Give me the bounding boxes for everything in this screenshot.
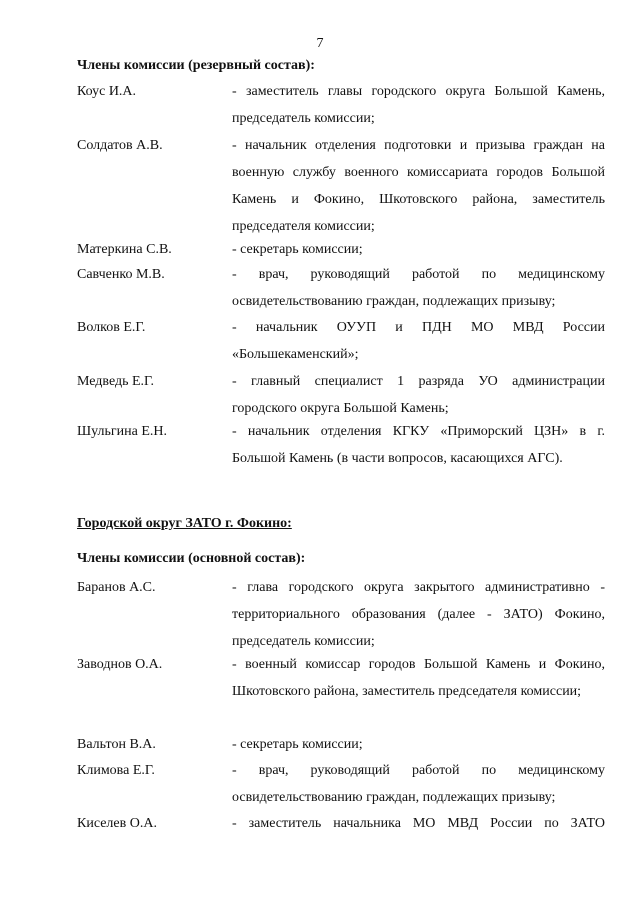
member-name: Вальтон В.А. [77,737,156,752]
member-role: - врач, руководящий работой по медицинскому освидетельствованию граждан, подлежащих призыву; [232,267,605,309]
member-role: - глава городского округа закрытого административно - территориального образования (далее - ЗАТО) Фокино, председатель комиссии; [232,580,605,649]
member-name: Баранов А.С. [77,580,156,595]
member-role: - начальник отделения КГКУ «Приморский ЦЗН» в г. Большой Камень (в части вопросов, касающихся АГС). [232,424,605,466]
section-title-fokino: Городской округ ЗАТО г. Фокино: [77,516,292,531]
member-role: - главный специалист 1 разряда УО администрации городского округа Большой Камень; [232,374,605,416]
member-role: - врач, руководящий работой по медицинскому освидетельствованию граждан, подлежащих призыву; [232,763,605,805]
member-name: Заводнов О.А. [77,657,163,672]
member-name: Солдатов А.В. [77,138,163,153]
main-members-heading: Члены комиссии (основной состав): [77,551,306,566]
member-name: Волков Е.Г. [77,320,146,335]
member-name: Климова Е.Г. [77,763,155,778]
member-role: - начальник отделения подготовки и призыва граждан на военную службу военного комиссариата городов Большой Камень и Фокино, Шкотовского района, заместитель председателя комиссии; [232,138,605,234]
page-number: 7 [316,36,324,51]
member-name: Киселев О.А. [77,816,157,831]
reserve-members-heading: Члены комиссии (резервный состав): [77,58,315,73]
member-role: - секретарь комиссии; [232,242,363,257]
member-role: - военный комиссар городов Большой Камень и Фокино, Шкотовского района, заместитель председателя комиссии; [232,657,605,699]
member-role: - заместитель начальника МО МВД России по ЗАТО [232,816,605,831]
member-name: Шульгина Е.Н. [77,424,167,439]
member-name: Медведь Е.Г. [77,374,155,389]
member-role: - секретарь комиссии; [232,737,363,752]
member-name: Коус И.А. [77,84,137,99]
member-name: Савченко М.В. [77,267,165,282]
member-role: - заместитель главы городского округа Большой Камень, председатель комиссии; [232,84,605,126]
member-role: - начальник ОУУП и ПДН МО МВД России «Большекаменский»; [232,320,605,362]
member-name: Матеркина С.В. [77,242,172,257]
